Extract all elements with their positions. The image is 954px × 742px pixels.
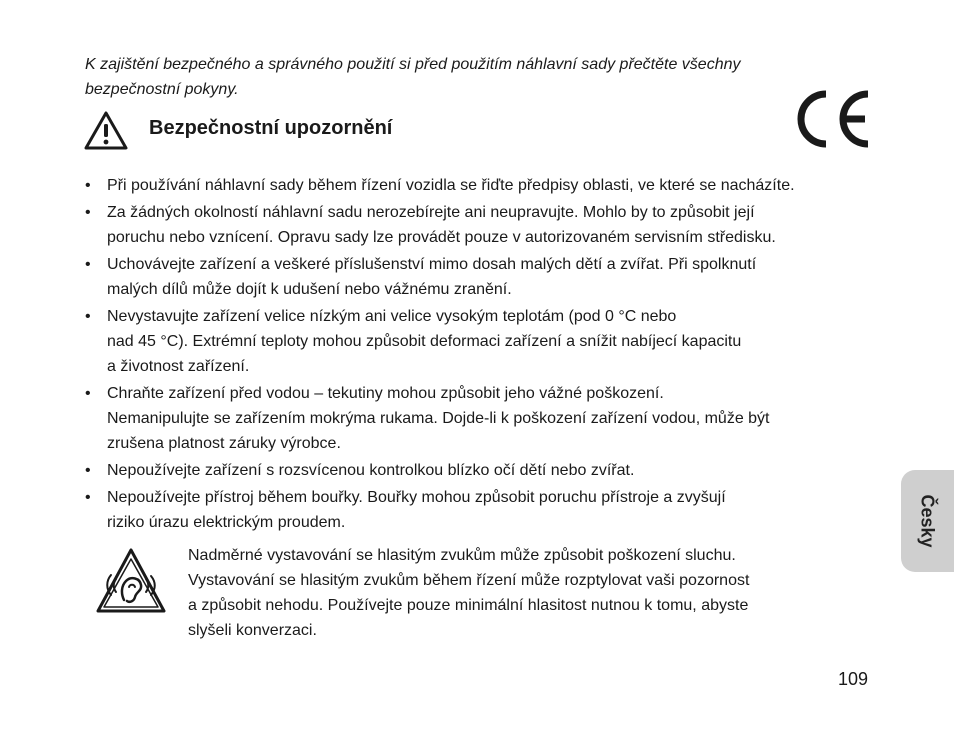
intro-line: bezpečnostní pokyny. [85,81,239,98]
hearing-damage-warning-icon [96,548,166,614]
bullet-line: Uchovávejte zařízení a veškeré příslušenství mimo dosah malých dětí a zvířat. Při spolknutí [107,256,757,273]
list-item [85,458,885,483]
intro-text [85,52,845,102]
bullet-line: Za žádných okolností náhlavní sadu nerozebírejte ani neupravujte. Mohlo by to způsobit její [107,204,755,221]
bullet-line: Při používání náhlavní sady během řízení vozidla se řiďte předpisy oblasti, ve které se nacházíte. [107,177,795,194]
bullet-line: Nepoužívejte přístroj během bouřky. Bouřky mohou způsobit poruchu přístroje a zvyšují [107,489,726,506]
bullet-line: Nepoužívejte zařízení s rozsvícenou kontrolkou blízko očí dětí nebo zvířat. [107,462,635,479]
warning-triangle-icon [84,111,128,151]
page-number: 109 [838,669,869,689]
ce-mark-icon [792,90,872,148]
bullet-line: a životnost zařízení. [107,358,250,375]
section-heading: Bezpečnostní upozornění [149,117,393,139]
list-item [85,252,885,302]
noise-line: a způsobit nehodu. Používejte pouze minimální hlasitost nutnou k tomu, abyste [188,597,749,614]
language-tab-label: Česky [917,494,938,548]
noise-line: Vystavování se hlasitým zvukům během řízení může rozptylovat vaši pozornost [188,572,750,589]
intro-line: K zajištění bezpečného a správného použití si před použitím náhlavní sady přečtěte všechny [85,56,741,73]
bullet-line: nad 45 °C). Extrémní teploty mohou způsobit deformaci zařízení a snížit nabíjecí kapacitu [107,333,742,350]
list-item [85,485,885,535]
safety-bullet-list [85,173,885,537]
noise-warning-text [188,543,848,643]
list-item [85,200,885,250]
noise-line: Nadměrné vystavování se hlasitým zvukům může způsobit poškození sluchu. [188,547,736,564]
list-item [85,381,885,456]
list-item [85,173,885,198]
bullet-line: Chraňte zařízení před vodou – tekutiny mohou způsobit jeho vážné poškození. [107,385,664,402]
bullet-line: riziko úrazu elektrickým proudem. [107,514,346,531]
bullet-line: Nevystavujte zařízení velice nízkým ani velice vysokým teplotám (pod 0 °C nebo [107,308,677,325]
bullet-line: zrušena platnost záruky výrobce. [107,435,341,452]
list-item [85,304,885,379]
bullet-line: Nemanipulujte se zařízením mokrýma rukama. Dojde-li k poškození zařízení vodou, může být [107,410,770,427]
noise-line: slyšeli konverzaci. [188,622,317,639]
language-tab [901,470,954,572]
bullet-line: malých dílů může dojít k udušení nebo vážnému zranění. [107,281,512,298]
bullet-line: poruchu nebo vznícení. Opravu sady lze provádět pouze v autorizovaném servisním středisku. [107,229,776,246]
